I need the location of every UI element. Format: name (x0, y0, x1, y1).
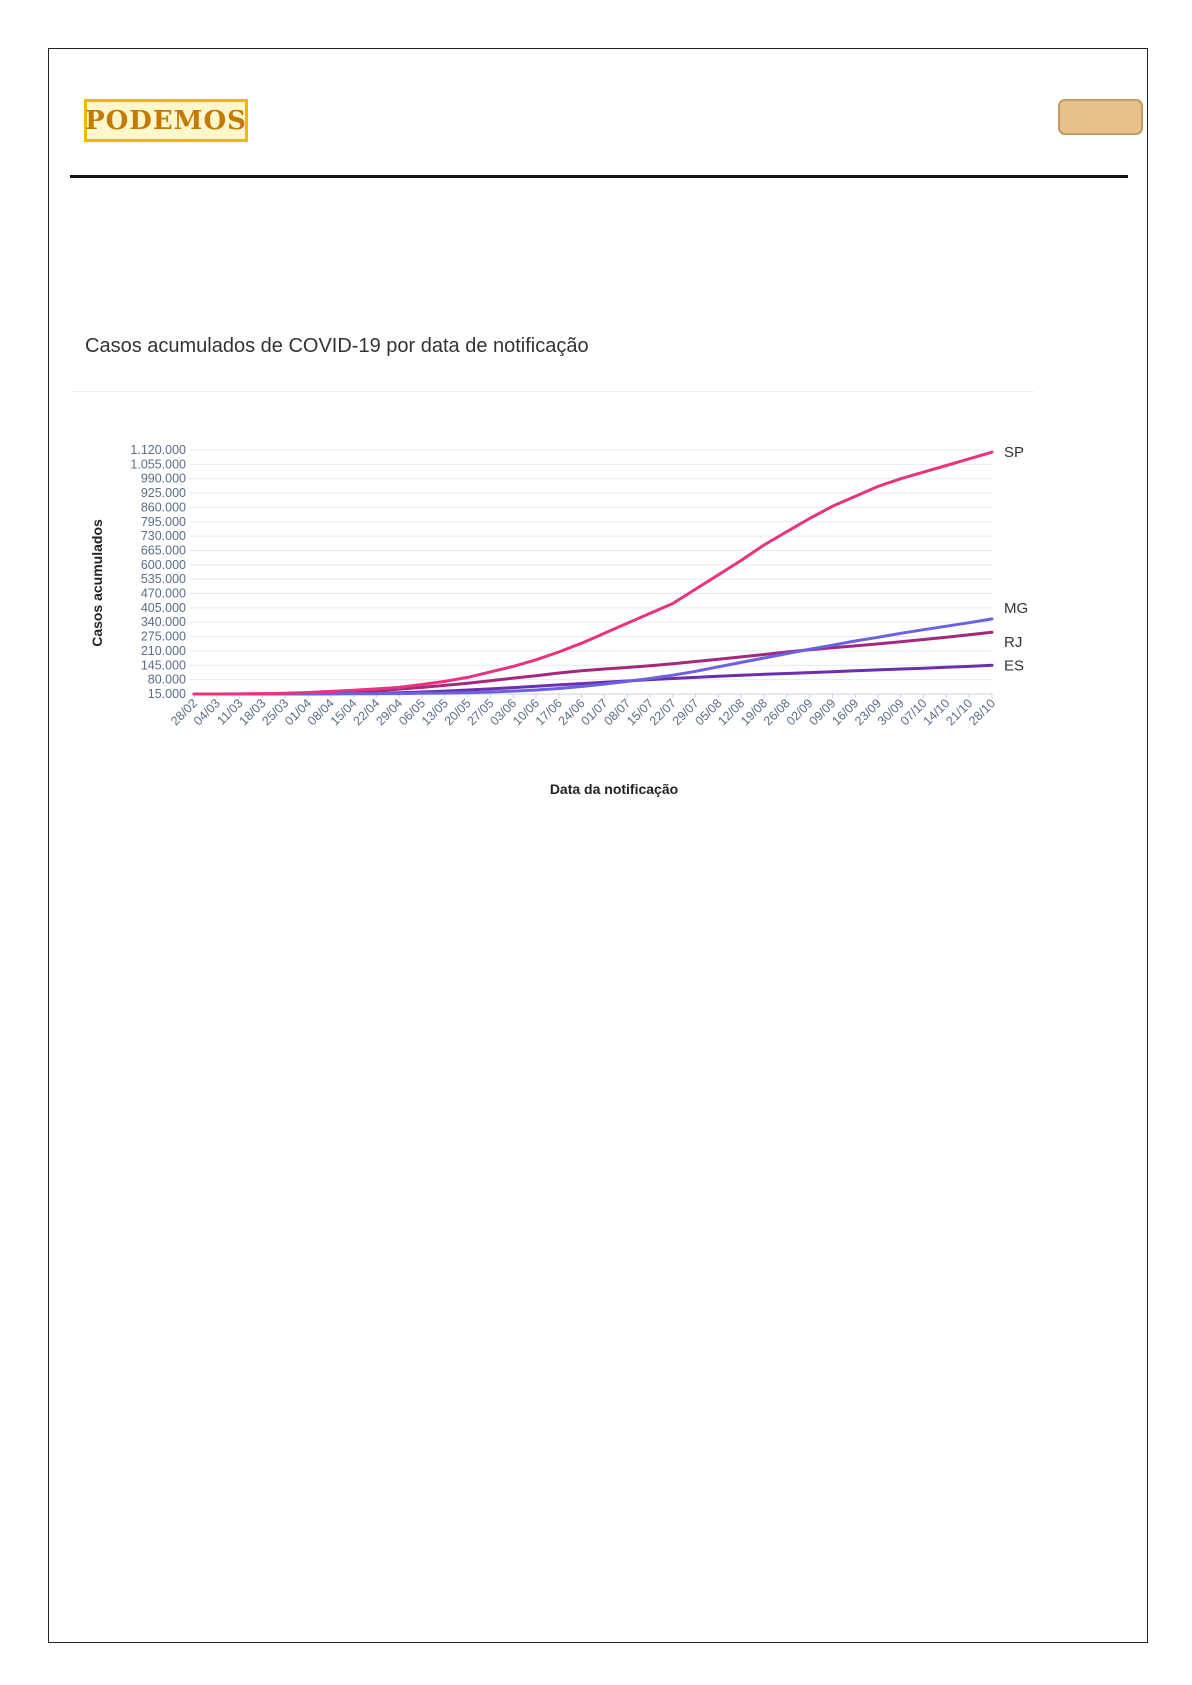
x-tick-label: 07/10 (897, 696, 930, 729)
y-tick-label: 600.000 (140, 557, 186, 572)
x-tick-label: 03/06 (487, 696, 520, 729)
x-tick-label: 08/04 (304, 696, 337, 729)
y-tick-label: 275.000 (140, 629, 186, 644)
x-tick-label: 22/04 (350, 696, 383, 729)
x-tick-label: 01/04 (282, 696, 315, 729)
y-tick-label: 1.120.000 (130, 443, 186, 457)
y-tick-label: 860.000 (140, 500, 186, 515)
x-tick-label: 26/08 (760, 696, 793, 729)
x-axis-title: Data da notificação (549, 781, 679, 797)
x-tick-label: 15/07 (624, 696, 657, 729)
header-tag-button[interactable] (1058, 99, 1143, 135)
x-tick-label: 09/09 (806, 696, 839, 729)
series-label-es: ES (1004, 657, 1025, 675)
series-lines (194, 452, 992, 694)
x-tick-label: 14/10 (920, 696, 953, 729)
x-tick-label: 16/09 (829, 696, 862, 729)
series-label-sp: SP (1004, 444, 1025, 462)
x-tick-label: 29/07 (669, 696, 702, 729)
x-tick-label: 18/03 (236, 696, 269, 729)
x-tick-label: 11/03 (214, 696, 246, 728)
x-tick-label: 10/06 (510, 696, 543, 729)
x-tick-label: 20/05 (441, 696, 474, 729)
x-tick-labels (168, 694, 998, 728)
x-tick-label: 05/08 (692, 696, 725, 729)
y-tick-label: 990.000 (140, 471, 186, 486)
logo-text: PODEMOS (85, 105, 247, 136)
x-tick-label: 28/10 (966, 696, 999, 729)
x-tick-label: 28/02 (168, 696, 201, 729)
x-tick-label: 06/05 (396, 696, 429, 729)
x-tick-label: 24/06 (555, 696, 588, 729)
y-tick-label: 210.000 (140, 643, 186, 658)
x-tick-label: 17/06 (532, 696, 565, 729)
x-tick-label: 22/07 (646, 696, 679, 729)
x-tick-label: 19/08 (738, 696, 771, 729)
series-labels (1004, 444, 1028, 674)
y-tick-labels (130, 443, 186, 701)
x-tick-label: 29/04 (373, 696, 406, 729)
x-tick-label: 01/07 (578, 696, 611, 729)
x-tick-label: 27/05 (464, 696, 497, 729)
grid-lines (190, 450, 992, 694)
y-axis-title: Casos acumulados (89, 519, 105, 647)
y-tick-label: 730.000 (140, 529, 186, 544)
x-tick-label: 15/04 (327, 696, 360, 729)
series-label-mg: MG (1004, 599, 1029, 617)
y-tick-label: 340.000 (140, 615, 186, 630)
y-tick-label: 1.055.000 (130, 457, 186, 472)
x-tick-label: 12/08 (715, 696, 748, 729)
series-line-sp (194, 452, 992, 694)
podemos-logo (84, 99, 248, 142)
y-tick-label: 145.000 (140, 658, 186, 673)
x-tick-label: 13/05 (418, 696, 451, 729)
series-label-rj: RJ (1004, 634, 1023, 652)
x-tick-label: 30/09 (874, 696, 907, 729)
y-tick-label: 795.000 (140, 514, 186, 529)
x-tick-label: 02/09 (783, 696, 816, 729)
y-tick-label: 665.000 (140, 543, 186, 558)
header-divider (70, 175, 1128, 178)
y-tick-label: 925.000 (140, 486, 186, 501)
y-tick-label: 15.000 (147, 687, 186, 701)
y-tick-label: 470.000 (140, 586, 186, 601)
y-tick-label: 405.000 (140, 600, 186, 615)
page-frame (48, 48, 1148, 1643)
y-tick-label: 535.000 (140, 572, 186, 587)
x-tick-label: 25/03 (259, 696, 292, 729)
line-chart (70, 430, 1050, 810)
title-divider (72, 391, 1034, 392)
x-tick-label: 23/09 (852, 696, 885, 729)
chart-title: Casos acumulados de COVID-19 por data de notificação (85, 335, 589, 357)
y-tick-label: 80.000 (147, 672, 186, 687)
x-tick-label: 04/03 (190, 696, 223, 729)
x-tick-label: 08/07 (601, 696, 634, 729)
x-tick-label: 21/10 (943, 696, 976, 729)
